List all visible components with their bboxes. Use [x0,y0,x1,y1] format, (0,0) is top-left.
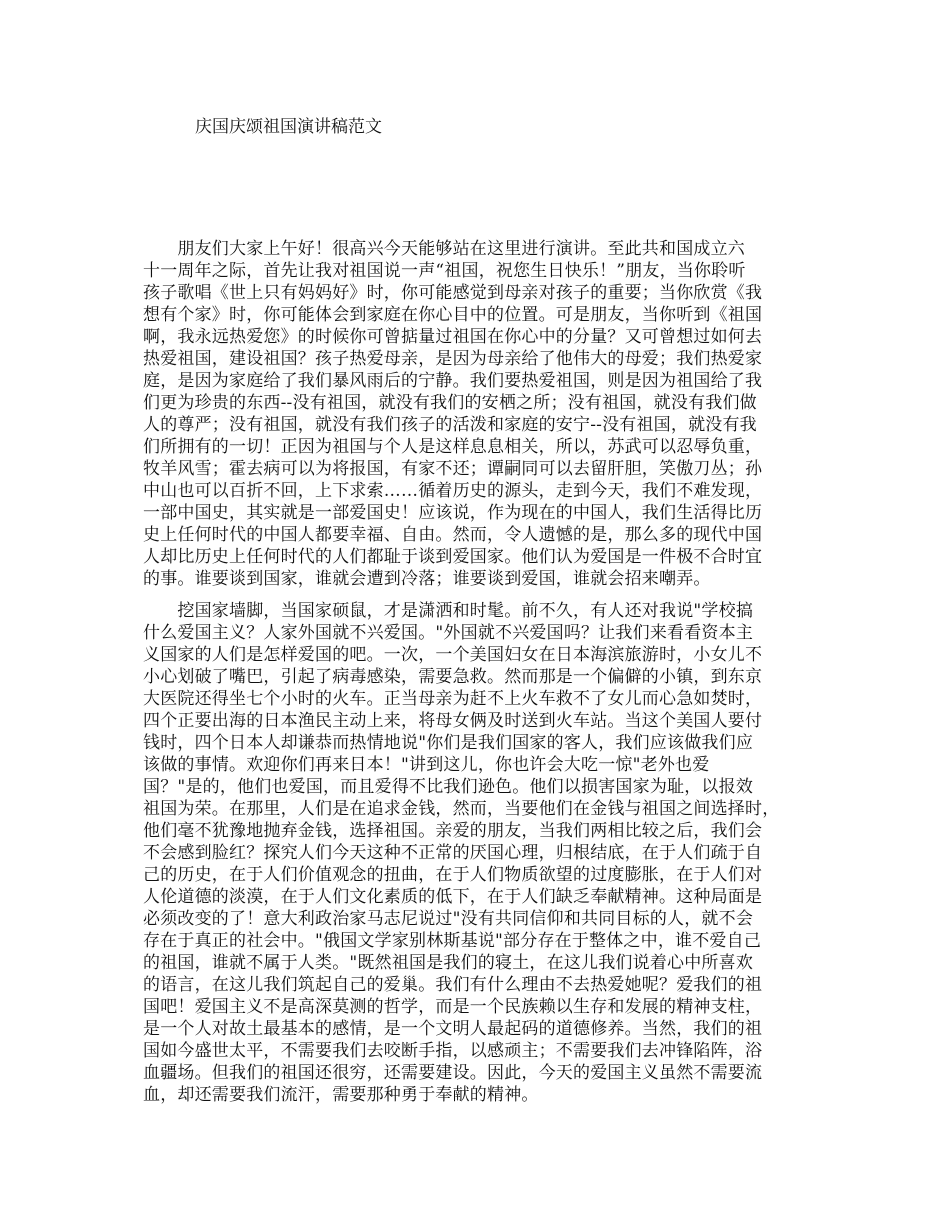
text-line: 人伦道德的淡漠，在于人们文化素质的低下，在于人们缺乏奉献精神。这种局面是 [143,887,763,907]
text-line: 孩子歌唱《世上只有妈妈好》时，你可能感觉到母亲对孩子的重要；当你欣赏《我 [143,283,763,303]
document-title: 庆国庆颂祖国演讲稿范文 [195,117,382,137]
text-line: 四个正要出海的日本渔民主动上来，将母女俩及时送到火车站。当这个美国人要付 [143,711,763,731]
text-line: 们更为珍贵的东西--没有祖国，就没有我们的安栖之所；没有祖国，就没有我们做 [143,393,757,413]
text-line: 他们毫不犹豫地抛弃金钱，选择祖国。亲爱的朋友，当我们两相比较之后，我们会 [143,821,763,841]
text-line: 不会感到脸红？探究人们今天这种不正常的厌国心理，归根结底，在于人们疏于自 [143,843,763,863]
text-line: 义国家的人们是怎样爱国的吧。一次，一个美国妇女在日本海滨旅游时，小女儿不 [143,645,763,665]
text-line: 朋友们大家上午好！很高兴今天能够站在这里进行演讲。至此共和国成立六 [143,239,745,259]
text-line: 史上任何时代的中国人都要幸福、自由。然而，令人遗憾的是，那么多的现代中国 [143,525,763,545]
text-line: 啊，我永远热爱您》的时候你可曾掂量过祖国在你心中的分量？又可曾想过如何去 [143,327,763,347]
text-line: 热爱祖国，建设祖国？孩子热爱母亲，是因为母亲给了他伟大的母爱；我们热爱家 [143,349,763,369]
text-line: 人的尊严；没有祖国，就没有我们孩子的活泼和家庭的安宁--没有祖国，就没有我 [143,415,757,435]
text-line: 的语言，在这儿我们筑起自己的爱巢。我们有什么理由不去热爱她呢？爱我们的祖 [143,975,763,995]
text-line: 小心划破了嘴巴，引起了病毒感染，需要急救。然而那是一个偏僻的小镇，到东京 [143,667,763,687]
text-line: 想有个家》时，你可能体会到家庭在你心目中的位置。可是朋友，当你听到《祖国 [143,305,763,325]
text-line: 中山也可以百折不回，上下求索……循着历史的源头，走到今天，我们不难发现， [143,481,763,501]
text-line: 的事。谁要谈到国家，谁就会遭到冷落；谁要谈到爱国，谁就会招来嘲弄。 [143,569,711,589]
text-line: 存在于真正的社会中。"俄国文学家别林斯基说"部分存在于整体之中，谁不爱自己 [143,931,762,951]
text-line: 必须改变的了！意大利政治家马志尼说过"没有共同信仰和共同目标的人，就不会 [143,909,754,929]
text-line: 国如今盛世太平，不需要我们去咬断手指，以感顽主；不需要我们去冲锋陷阵，浴 [143,1041,763,1061]
text-line: 人却比历史上任何时代的人们都耻于谈到爱国家。他们认为爱国是一件极不合时宜 [143,547,763,567]
text-line: 己的历史，在于人们价值观念的扭曲，在于人们物质欲望的过度膨胀，在于人们对 [143,865,763,885]
text-line: 是一个人对故土最基本的感情，是一个文明人最起码的道德修养。当然，我们的祖 [143,1019,763,1039]
text-line: 们所拥有的一切！正因为祖国与个人是这样息息相关，所以，苏武可以忍辱负重， [143,437,763,457]
text-line: 大医院还得坐七个小时的火车。正当母亲为赶不上火车救不了女儿而心急如焚时， [143,689,763,709]
text-line: 挖国家墙脚，当国家硕鼠，才是潇洒和时髦。前不久，有人还对我说"学校搞 [143,601,754,621]
text-line: 一部中国史，其实就是一部爱国史！应该说，作为现在的中国人，我们生活得比历 [143,503,763,523]
paragraph-2 [143,600,823,1106]
text-line: 庭，是因为家庭给了我们暴风雨后的宁静。我们要热爱祖国，则是因为祖国给了我 [143,371,763,391]
paragraph-1 [143,238,823,590]
text-line: 什么爱国主义？人家外国就不兴爱国。"外国就不兴爱国吗？让我们来看看资本主 [143,623,754,643]
text-line: 国？"是的，他们也爱国，而且爱得不比我们逊色。他们以损害国家为耻，以报效 [143,777,754,797]
text-line: 的祖国，谁就不属于人类。"既然祖国是我们的寝土，在这儿我们说着心中所喜欢 [143,953,754,973]
text-line: 血疆场。但我们的祖国还很穷，还需要建设。因此，今天的爱国主义虽然不需要流 [143,1063,763,1083]
text-line: 血，却还需要我们流汗，需要那种勇于奉献的精神。 [143,1085,539,1105]
text-line: 祖国为荣。在那里，人们是在追求金钱，然而，当要他们在金钱与祖国之间选择时， [143,799,780,819]
text-line: 国吧！爱国主义不是高深莫测的哲学，而是一个民族赖以生存和发展的精神支柱， [143,997,763,1017]
text-line: 十一周年之际，首先让我对祖国说一声“祖国，祝您生日快乐！”朋友，当你聆听 [143,261,746,281]
text-line: 该做的事情。欢迎你们再来日本！"讲到这儿，你也许会大吃一惊"老外也爱 [143,755,710,775]
text-line: 牧羊风雪；霍去病可以为将报国，有家不还；谭嗣同可以去留肝胆，笑傲刀丛；孙 [143,459,763,479]
text-line: 钱时，四个日本人却谦恭而热情地说"你们是我们国家的客人，我们应该做我们应 [143,733,754,753]
